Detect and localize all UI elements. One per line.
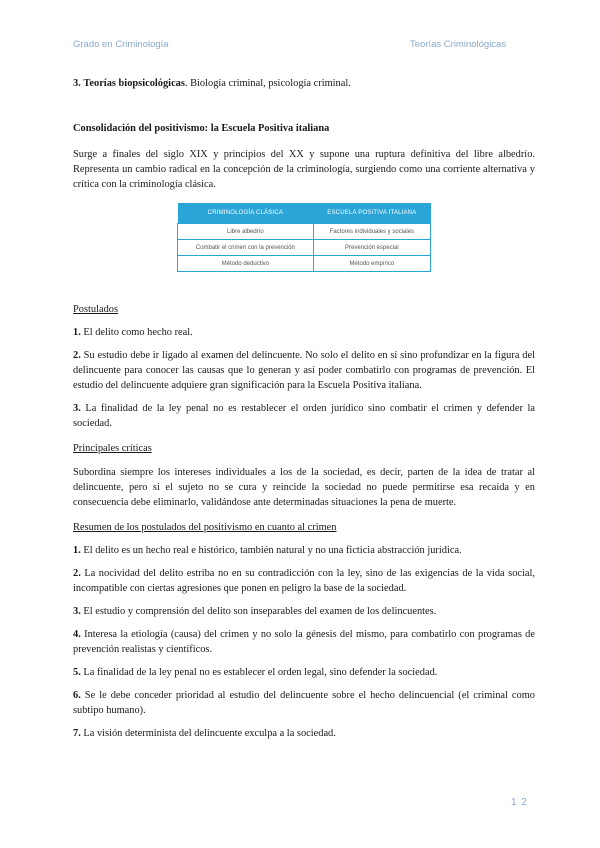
- table-row: [178, 256, 431, 272]
- intro-rest: . Biología criminal, psicología criminal.: [184, 78, 351, 89]
- comparison-table-wrap: [73, 203, 535, 272]
- item-num: 2.: [73, 568, 81, 579]
- table-cell: Método empírico: [313, 256, 430, 272]
- section-text: Surge a finales del siglo XIX y principios del XX y supone una ruptura definitiva del libre albedrío. Representa un cambio radical en la concepción de la criminología, surgiendo como una corriente alternativa y crítica con la criminología clásica.: [73, 149, 535, 190]
- criticas-title: Principales críticas: [73, 443, 152, 454]
- page-number: 1 2: [511, 797, 528, 808]
- item-num: 7.: [73, 728, 81, 739]
- intro-bold: Teorías biopsicológicas: [83, 78, 185, 89]
- page-body: [73, 76, 535, 741]
- list-item: [73, 566, 535, 596]
- item-num: 3.: [73, 403, 81, 414]
- table-row: [178, 224, 431, 240]
- table-header: CRIMINOLOGÍA CLÁSICA: [178, 203, 314, 224]
- intro-line: [73, 76, 535, 91]
- item-text: El delito es un hecho real e histórico, también natural y no una ficticia abstracción jurídica.: [80, 545, 462, 556]
- list-item: [73, 688, 535, 718]
- item-num: 3.: [73, 606, 81, 617]
- item-text: El estudio y comprensión del delito son inseparables del examen de los delincuentes.: [80, 606, 437, 617]
- item-num: 1.: [73, 545, 81, 556]
- item-text: La visión determinista del delincuente exculpa a la sociedad.: [80, 728, 336, 739]
- header-right: Teorías Criminológicas: [410, 39, 507, 50]
- item-num: 1.: [73, 327, 81, 338]
- table-cell: Factores individuales y sociales: [313, 224, 430, 240]
- table-cell: Libre albedrío: [178, 224, 314, 240]
- postulados-title: Postulados: [73, 304, 119, 315]
- item-num: 6.: [73, 690, 81, 701]
- comparison-table: [177, 203, 431, 272]
- item-text: La finalidad de la ley penal no es restablecer el orden jurídico sino combatir el crimen y defender la sociedad.: [73, 403, 535, 429]
- item-num: 2.: [73, 350, 81, 361]
- item-text: Su estudio debe ir ligado al examen del delincuente. No solo el delito en sí sino profundizar en la figura del delincuente para conocer las causas que lo generan y así poder combatirlo con programas de prevención. El estudio del delincuente adquiere gran significación para la Escuela Positiva italiana.: [73, 350, 535, 391]
- table-header: ESCUELA POSITIVA ITALIANA: [313, 203, 430, 224]
- list-item: [73, 543, 535, 558]
- table-cell: Método deductivo: [178, 256, 314, 272]
- section-title: Consolidación del positivismo: la Escuela Positiva italiana: [73, 123, 330, 134]
- item-text: La nocividad del delito estriba no en su contradicción con la ley, sino de las exigencias de la vida social, incompatible con ciertas agresiones que ponen en peligro la base de la sociedad.: [73, 568, 535, 594]
- list-item: [73, 726, 535, 741]
- item-num: 4.: [73, 629, 81, 640]
- item-text: La finalidad de la ley penal no es establecer el orden legal, sino defender la sociedad.: [80, 667, 438, 678]
- list-item: [73, 401, 535, 431]
- item-text: Interesa la etiología (causa) del crimen y no solo la génesis del mismo, para combatirlo con programas de prevención realistas y científicos.: [73, 629, 535, 655]
- list-item: [73, 604, 535, 619]
- intro-num: 3.: [73, 78, 81, 89]
- list-item: [73, 325, 535, 340]
- list-item: [73, 665, 535, 680]
- header-left: Grado en Criminología: [73, 39, 169, 50]
- table-cell: Combatir el crimen con la prevención: [178, 240, 314, 256]
- table-row: [178, 240, 431, 256]
- table-cell: Prevención especial: [313, 240, 430, 256]
- item-num: 5.: [73, 667, 81, 678]
- item-text: El delito como hecho real.: [80, 327, 193, 338]
- list-item: [73, 627, 535, 657]
- resumen-title: Resumen de los postulados del positivismo en cuanto al crimen: [73, 522, 337, 533]
- item-text: Se le debe conceder prioridad al estudio del delincuente sobre el hecho delincuencial (el criminal como subtipo humano).: [73, 690, 535, 716]
- criticas-text: Subordina siempre los intereses individuales a los de la sociedad, es decir, parten de la idea de tratar al delincuente, pero si el sujeto no se cura y reincide la sociedad no puede permitirse esa recaída y en consecuencia debe eliminarlo, validándose ante determinadas situaciones la pena de muerte.: [73, 467, 535, 508]
- list-item: [73, 348, 535, 393]
